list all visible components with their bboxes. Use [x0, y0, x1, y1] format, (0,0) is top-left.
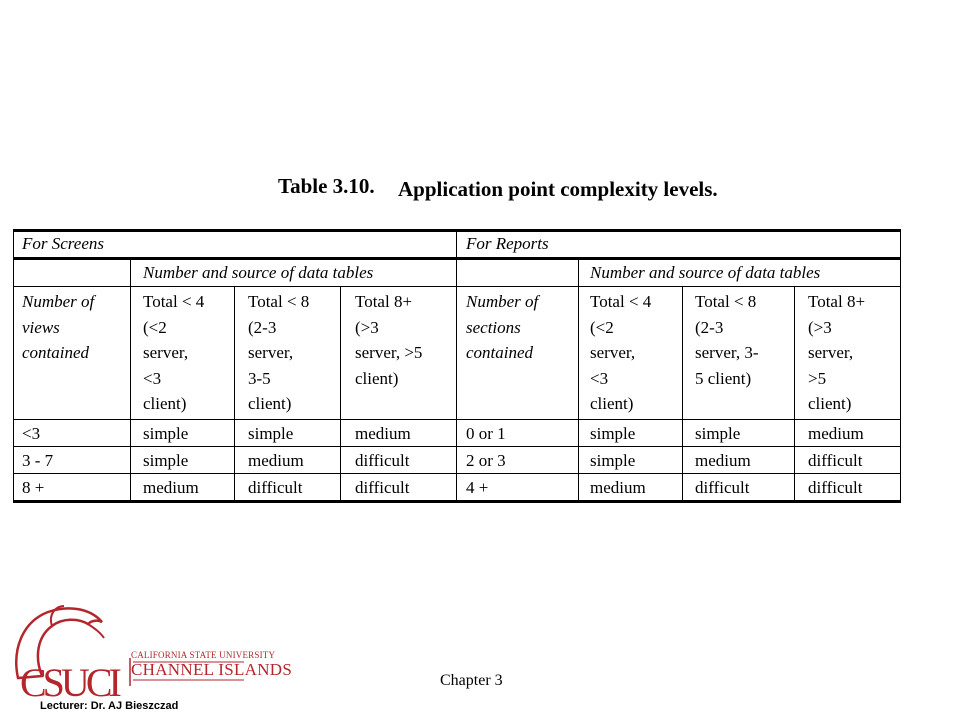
table-title: Application point complexity levels.	[398, 177, 718, 201]
table-cell: 3 - 7	[22, 451, 54, 470]
table-cell: difficult	[355, 478, 410, 497]
col-header-screens-total-8-plus: Total 8+ (>3 server, >5 client)	[355, 292, 423, 388]
table-cell: medium	[590, 478, 646, 497]
table-divider	[578, 258, 579, 502]
table-cell: medium	[355, 424, 411, 443]
lecturer-label: Lecturer: Dr. AJ Bieszczad	[40, 700, 179, 712]
table-cell: 0 or 1	[466, 424, 506, 443]
col-header-reports-total-8: Total < 8 (2-3 server, 3- 5 client)	[695, 292, 759, 388]
table-number: Table 3.10.	[278, 174, 375, 198]
table-cell: simple	[143, 451, 189, 470]
screens-header: For Screens	[22, 234, 104, 253]
table-divider	[234, 286, 235, 502]
table-right-rule	[900, 229, 901, 502]
table-cell: 2 or 3	[466, 451, 506, 470]
table-cell: <3	[22, 424, 41, 443]
reports-source-header: Number and source of data tables	[590, 263, 821, 282]
table-cell: 4 +	[466, 478, 489, 497]
table-divider	[794, 286, 795, 502]
complexity-table	[13, 229, 901, 502]
table-cell: medium	[143, 478, 199, 497]
table-divider	[340, 286, 341, 502]
table-cell: difficult	[808, 478, 863, 497]
table-rule	[13, 419, 901, 420]
table-cell: simple	[248, 424, 294, 443]
table-divider	[456, 229, 457, 502]
table-cell: medium	[808, 424, 864, 443]
table-rule	[13, 286, 901, 287]
logo-campus-line: CHANNEL ISLANDS	[131, 660, 293, 679]
table-cell: difficult	[808, 451, 863, 470]
table-cell: difficult	[355, 451, 410, 470]
table-cell: difficult	[248, 478, 303, 497]
svg-text:CSUCI: CSUCI	[20, 660, 118, 700]
table-cell: simple	[590, 424, 636, 443]
screens-source-header: Number and source of data tables	[143, 263, 374, 282]
reports-header: For Reports	[466, 234, 549, 253]
table-left-rule	[13, 229, 14, 502]
table-cell: simple	[143, 424, 189, 443]
table-cell: medium	[695, 451, 751, 470]
table-cell: difficult	[695, 478, 750, 497]
table-cell: simple	[695, 424, 741, 443]
col-header-reports-total-4: Total < 4 (<2 server, <3 client)	[590, 292, 652, 413]
col-header-sections: Number of sections contained	[466, 292, 539, 362]
table-top-rule	[13, 229, 901, 232]
table-divider	[682, 286, 683, 502]
col-header-views: Number of views contained	[22, 292, 95, 362]
chapter-label: Chapter 3	[440, 672, 503, 689]
col-header-screens-total-8: Total < 8 (2-3 server, 3-5 client)	[248, 292, 310, 413]
col-header-reports-total-8-plus: Total 8+ (>3 server, >5 client)	[808, 292, 866, 413]
col-header-screens-total-4: Total < 4 (<2 server, <3 client)	[143, 292, 205, 413]
table-divider	[130, 258, 131, 502]
table-cell: simple	[590, 451, 636, 470]
table-cell: 8 +	[22, 478, 45, 497]
logo-university-line: CALIFORNIA STATE UNIVERSITY	[131, 650, 276, 660]
table-cell: medium	[248, 451, 304, 470]
